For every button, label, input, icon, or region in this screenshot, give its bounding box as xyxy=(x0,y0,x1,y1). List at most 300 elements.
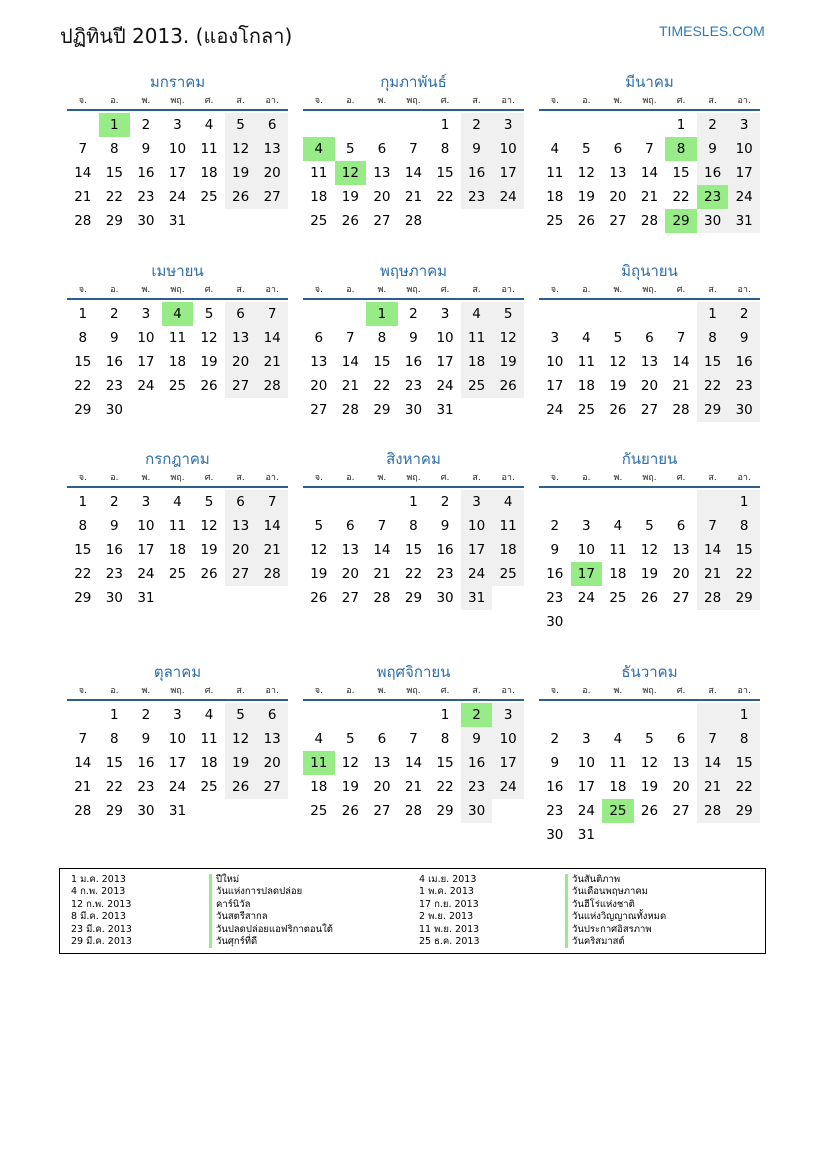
legend-holiday-name: วันประกาศอิสรภาพ xyxy=(565,924,666,936)
day-cell: 21 xyxy=(74,189,92,205)
empty-cell xyxy=(571,302,603,326)
day-cell: 25 xyxy=(200,189,218,205)
day-cell: 18 xyxy=(168,354,187,370)
day-cell: 10 xyxy=(137,330,155,346)
weekday-label: จ. xyxy=(78,96,87,106)
legend-names-right xyxy=(565,874,666,948)
empty-cell xyxy=(665,490,697,514)
weekday-label: พ. xyxy=(377,285,387,295)
weekday-label: ส. xyxy=(708,686,717,696)
day-cell: 23 xyxy=(436,566,454,582)
weekday-label: ส. xyxy=(472,686,481,696)
day-cell: 10 xyxy=(168,731,187,747)
empty-cell xyxy=(366,490,398,514)
weekday-header xyxy=(303,683,524,701)
weekday-label: อ. xyxy=(110,686,119,696)
holiday-day: 29 xyxy=(665,209,697,233)
day-cell: 18 xyxy=(310,779,328,795)
day-cell: 14 xyxy=(256,514,288,538)
day-cell: 13 xyxy=(310,354,328,370)
day-cell: 2 xyxy=(409,306,418,322)
brand-link[interactable]: TIMESLES.COM xyxy=(659,23,765,39)
month-block xyxy=(67,448,288,610)
day-cell: 1 xyxy=(676,117,686,133)
day-cell: 2 xyxy=(697,113,729,137)
month-block xyxy=(539,71,760,233)
day-cell: 10 xyxy=(492,137,524,161)
day-cell: 15 xyxy=(697,350,729,374)
month-name: พฤษภาคม xyxy=(379,262,448,280)
day-cell: 10 xyxy=(492,727,524,751)
holiday-day: 12 xyxy=(335,161,367,185)
day-cell: 29 xyxy=(728,586,760,610)
day-cell: 3 xyxy=(492,703,524,727)
day-cell: 22 xyxy=(373,378,391,394)
weekday-label: อา. xyxy=(737,686,751,696)
weekday-label: พฤ. xyxy=(406,96,421,106)
day-cell: 15 xyxy=(105,165,123,181)
weekday-label: ส. xyxy=(472,473,481,483)
day-cell: 27 xyxy=(341,590,359,606)
weekday-label: พ. xyxy=(377,686,387,696)
weekday-label: พฤ. xyxy=(170,96,185,106)
day-cell: 12 xyxy=(200,518,218,534)
day-cell: 22 xyxy=(697,374,729,398)
day-cell: 5 xyxy=(582,141,591,157)
day-cell: 2 xyxy=(461,113,493,137)
day-cell: 20 xyxy=(373,779,391,795)
day-cell: 16 xyxy=(546,566,564,582)
day-cell: 20 xyxy=(256,161,288,185)
day-cell: 14 xyxy=(697,538,729,562)
day-cell: 18 xyxy=(577,378,595,394)
month-name: เมษายน xyxy=(151,262,204,280)
day-cell: 25 xyxy=(200,779,218,795)
day-cell: 27 xyxy=(640,402,659,418)
empty-cell xyxy=(398,113,430,137)
day-cell: 8 xyxy=(78,330,88,346)
day-cell: 31 xyxy=(436,402,454,418)
day-cell: 30 xyxy=(436,590,454,606)
day-cell: 21 xyxy=(256,538,288,562)
weekday-label: อ. xyxy=(582,96,591,106)
day-cell: 5 xyxy=(645,731,654,747)
day-cell: 26 xyxy=(640,803,659,819)
day-cell: 20 xyxy=(225,538,257,562)
day-cell: 20 xyxy=(225,350,257,374)
day-cell: 7 xyxy=(377,518,387,534)
day-cell: 27 xyxy=(609,213,627,229)
day-cell: 21 xyxy=(672,378,690,394)
day-cell: 27 xyxy=(310,402,328,418)
month-block xyxy=(303,71,524,233)
day-cell: 4 xyxy=(492,490,524,514)
day-cell: 19 xyxy=(200,354,218,370)
weekday-label: จ. xyxy=(78,686,87,696)
day-cell: 20 xyxy=(256,751,288,775)
empty-cell xyxy=(634,490,666,514)
day-cell: 14 xyxy=(373,542,391,558)
day-cell: 7 xyxy=(256,490,288,514)
day-cell: 16 xyxy=(436,542,454,558)
day-cell: 20 xyxy=(310,378,328,394)
day-cell: 6 xyxy=(256,113,288,137)
holiday-day: 4 xyxy=(162,302,194,326)
day-cell: 16 xyxy=(137,165,155,181)
day-cell: 18 xyxy=(546,189,564,205)
weekday-label: อา. xyxy=(501,686,515,696)
day-cell: 19 xyxy=(225,161,257,185)
weekday-label: พ. xyxy=(141,473,151,483)
weekday-label: อ. xyxy=(110,96,119,106)
day-cell: 3 xyxy=(173,117,182,133)
day-cell: 11 xyxy=(546,165,564,181)
day-cell: 9 xyxy=(141,141,151,157)
weekday-label: ศ. xyxy=(204,285,214,295)
day-cell: 10 xyxy=(546,354,564,370)
day-cell: 27 xyxy=(225,374,257,398)
day-cell: 16 xyxy=(105,354,123,370)
day-cell: 16 xyxy=(546,779,564,795)
weekday-label: จ. xyxy=(314,473,323,483)
day-cell: 27 xyxy=(672,803,690,819)
legend-dates-right xyxy=(419,874,480,948)
day-cell: 7 xyxy=(346,330,355,346)
day-cell: 28 xyxy=(640,213,659,229)
day-cell: 11 xyxy=(609,542,627,558)
empty-cell xyxy=(697,703,729,727)
day-cell: 13 xyxy=(373,755,391,771)
weekday-header xyxy=(303,470,524,488)
day-cell: 6 xyxy=(377,731,387,747)
day-cell: 13 xyxy=(225,514,257,538)
day-cell: 9 xyxy=(728,326,760,350)
day-cell: 19 xyxy=(640,566,659,582)
day-cell: 2 xyxy=(110,306,119,322)
day-cell: 17 xyxy=(492,161,524,185)
day-cell: 27 xyxy=(256,775,288,799)
weekday-header xyxy=(303,93,524,111)
day-cell: 19 xyxy=(310,566,328,582)
empty-cell xyxy=(539,302,571,326)
day-cell: 26 xyxy=(341,213,359,229)
day-cell: 19 xyxy=(492,350,524,374)
day-cell: 8 xyxy=(409,518,418,534)
holiday-day: 23 xyxy=(697,185,729,209)
day-cell: 24 xyxy=(577,803,595,819)
day-cell: 28 xyxy=(341,402,359,418)
day-cell: 25 xyxy=(168,566,187,582)
day-cell: 11 xyxy=(168,518,187,534)
day-cell: 11 xyxy=(577,354,595,370)
day-cell: 9 xyxy=(110,330,119,346)
day-cell: 22 xyxy=(105,779,123,795)
weekday-label: พฤ. xyxy=(642,285,657,295)
day-cell: 12 xyxy=(609,354,627,370)
day-cell: 12 xyxy=(310,542,328,558)
day-cell: 28 xyxy=(672,402,690,418)
day-cell: 13 xyxy=(609,165,627,181)
day-cell: 17 xyxy=(436,354,454,370)
month-block xyxy=(539,661,760,847)
weekday-label: ศ. xyxy=(676,285,686,295)
day-cell: 8 xyxy=(728,514,760,538)
day-cell: 4 xyxy=(550,141,560,157)
day-cell: 8 xyxy=(110,141,119,157)
day-cell: 25 xyxy=(310,803,328,819)
day-cell: 26 xyxy=(200,566,218,582)
day-cell: 1 xyxy=(78,306,88,322)
legend-holiday-name: วันแห่งวิญญาณทั้งหมด xyxy=(565,911,666,923)
empty-cell xyxy=(697,490,729,514)
day-cell: 23 xyxy=(137,189,155,205)
day-cell: 16 xyxy=(404,354,423,370)
month-name: กุมภาพันธ์ xyxy=(380,73,447,91)
empty-cell xyxy=(335,302,367,326)
empty-cell xyxy=(539,490,571,514)
day-cell: 29 xyxy=(105,213,123,229)
day-cell: 15 xyxy=(404,542,423,558)
day-cell: 15 xyxy=(436,755,454,771)
empty-cell xyxy=(602,113,634,137)
day-cell: 24 xyxy=(577,590,595,606)
weekday-header xyxy=(539,683,760,701)
empty-cell xyxy=(602,703,634,727)
day-cell: 20 xyxy=(341,566,359,582)
legend-holiday-date: 4 เม.ย. 2013 xyxy=(419,874,477,885)
day-cell: 14 xyxy=(672,354,690,370)
day-cell: 24 xyxy=(461,562,493,586)
day-cell: 29 xyxy=(74,402,92,418)
day-cell: 7 xyxy=(78,731,88,747)
weekday-header xyxy=(67,93,288,111)
month-name: กันยายน xyxy=(621,450,678,468)
day-cell: 17 xyxy=(728,161,760,185)
month-name: สิงหาคม xyxy=(386,450,441,468)
day-cell: 5 xyxy=(225,703,257,727)
weekday-header xyxy=(539,282,760,300)
weekday-label: อ. xyxy=(346,96,355,106)
day-cell: 25 xyxy=(546,213,564,229)
day-cell: 14 xyxy=(640,165,659,181)
day-cell: 14 xyxy=(74,755,92,771)
day-cell: 7 xyxy=(409,731,418,747)
day-cell: 24 xyxy=(168,189,187,205)
day-cell: 24 xyxy=(728,185,760,209)
day-cell: 5 xyxy=(204,306,214,322)
empty-cell xyxy=(335,113,367,137)
weekday-label: อ. xyxy=(582,285,591,295)
day-cell: 10 xyxy=(728,137,760,161)
empty-cell xyxy=(398,703,430,727)
empty-cell xyxy=(571,490,603,514)
day-cell: 5 xyxy=(645,518,654,534)
day-cell: 30 xyxy=(105,402,123,418)
day-cell: 4 xyxy=(582,330,591,346)
day-cell: 1 xyxy=(697,302,729,326)
weekday-label: จ. xyxy=(314,285,323,295)
weekday-label: อ. xyxy=(110,285,119,295)
day-cell: 16 xyxy=(697,161,729,185)
weekday-label: พ. xyxy=(613,473,623,483)
legend-names-left xyxy=(209,874,333,948)
day-cell: 9 xyxy=(440,518,450,534)
weekday-label: พ. xyxy=(141,285,151,295)
day-cell: 10 xyxy=(436,330,454,346)
empty-cell xyxy=(67,703,99,727)
weekday-label: พฤ. xyxy=(170,473,185,483)
day-cell: 25 xyxy=(461,374,493,398)
weekday-label: อ. xyxy=(346,686,355,696)
day-cell: 15 xyxy=(728,751,760,775)
day-cell: 29 xyxy=(404,590,423,606)
day-cell: 9 xyxy=(141,731,151,747)
day-cell: 18 xyxy=(200,165,218,181)
day-cell: 20 xyxy=(640,378,659,394)
day-cell: 17 xyxy=(137,354,155,370)
legend-holiday-name: วันคริสมาสต์ xyxy=(565,936,666,948)
day-cell: 4 xyxy=(314,731,324,747)
day-cell: 9 xyxy=(409,330,418,346)
page-title: ปฏิทินปี 2013. (แองโกลา) xyxy=(60,24,293,48)
day-cell: 11 xyxy=(609,755,627,771)
weekday-label: พ. xyxy=(613,686,623,696)
day-cell: 30 xyxy=(404,402,423,418)
day-cell: 12 xyxy=(225,137,257,161)
day-cell: 19 xyxy=(609,378,627,394)
weekday-label: ศ. xyxy=(204,473,214,483)
day-cell: 26 xyxy=(341,803,359,819)
day-cell: 6 xyxy=(645,330,654,346)
weekday-header xyxy=(539,470,760,488)
holiday-day: 2 xyxy=(461,703,493,727)
day-grid xyxy=(539,490,760,634)
day-cell: 12 xyxy=(577,165,595,181)
day-cell: 2 xyxy=(550,518,560,534)
day-cell: 31 xyxy=(728,209,760,233)
weekday-label: พฤ. xyxy=(642,96,657,106)
day-cell: 17 xyxy=(168,165,187,181)
day-cell: 9 xyxy=(461,727,493,751)
day-cell: 13 xyxy=(256,137,288,161)
day-cell: 1 xyxy=(440,707,450,723)
day-cell: 28 xyxy=(404,803,423,819)
weekday-label: อา. xyxy=(501,96,515,106)
day-cell: 2 xyxy=(141,707,151,723)
empty-cell xyxy=(634,703,666,727)
weekday-label: พ. xyxy=(613,96,623,106)
day-cell: 20 xyxy=(672,779,690,795)
day-cell: 8 xyxy=(110,731,119,747)
day-cell: 24 xyxy=(137,566,155,582)
weekday-label: ศ. xyxy=(440,285,450,295)
day-cell: 26 xyxy=(310,590,328,606)
legend-holiday-name: วันศุกร์ที่ดี xyxy=(209,936,333,948)
weekday-label: อ. xyxy=(582,686,591,696)
day-cell: 17 xyxy=(577,779,595,795)
day-cell: 10 xyxy=(577,542,595,558)
day-cell: 22 xyxy=(74,566,92,582)
month-block xyxy=(67,71,288,233)
day-cell: 23 xyxy=(105,566,123,582)
day-cell: 7 xyxy=(697,727,729,751)
day-cell: 15 xyxy=(74,542,92,558)
day-grid xyxy=(303,703,524,823)
day-cell: 3 xyxy=(550,330,560,346)
day-cell: 14 xyxy=(256,326,288,350)
day-cell: 5 xyxy=(613,330,623,346)
empty-cell xyxy=(602,490,634,514)
day-cell: 23 xyxy=(461,185,493,209)
weekday-label: ศ. xyxy=(440,473,450,483)
day-cell: 18 xyxy=(492,538,524,562)
day-cell: 28 xyxy=(697,586,729,610)
day-cell: 29 xyxy=(105,803,123,819)
day-cell: 22 xyxy=(672,189,690,205)
weekday-header xyxy=(67,470,288,488)
weekday-label: อา. xyxy=(501,285,515,295)
day-cell: 2 xyxy=(141,117,151,133)
empty-cell xyxy=(665,302,697,326)
day-cell: 8 xyxy=(728,727,760,751)
day-cell: 23 xyxy=(728,374,760,398)
empty-cell xyxy=(602,302,634,326)
day-cell: 23 xyxy=(137,779,155,795)
day-cell: 3 xyxy=(141,494,151,510)
weekday-label: จ. xyxy=(78,473,87,483)
weekday-label: อา. xyxy=(265,473,279,483)
weekday-label: พฤ. xyxy=(406,285,421,295)
day-cell: 19 xyxy=(577,189,595,205)
empty-cell xyxy=(303,302,335,326)
legend-holiday-name: วันแห่งการปลดปล่อย xyxy=(209,886,333,898)
weekday-label: พ. xyxy=(141,686,151,696)
day-cell: 26 xyxy=(200,378,218,394)
day-cell: 26 xyxy=(640,590,659,606)
day-cell: 10 xyxy=(577,755,595,771)
day-cell: 1 xyxy=(728,490,760,514)
day-cell: 19 xyxy=(225,751,257,775)
weekday-label: ศ. xyxy=(204,96,214,106)
legend-holiday-date: 23 มี.ค. 2013 xyxy=(71,923,132,935)
day-cell: 16 xyxy=(137,755,155,771)
day-cell: 22 xyxy=(436,189,454,205)
day-cell: 13 xyxy=(640,354,659,370)
day-cell: 6 xyxy=(225,490,257,514)
day-cell: 31 xyxy=(137,590,155,606)
weekday-label: ศ. xyxy=(676,96,686,106)
day-cell: 21 xyxy=(373,566,391,582)
day-grid xyxy=(539,302,760,422)
weekday-label: ศ. xyxy=(440,96,450,106)
day-cell: 29 xyxy=(436,803,454,819)
day-cell: 17 xyxy=(546,378,564,394)
weekday-label: อา. xyxy=(265,285,279,295)
day-grid xyxy=(539,113,760,233)
legend-holiday-date: 17 ก.ย. 2013 xyxy=(419,898,479,910)
weekday-label: อ. xyxy=(582,473,591,483)
day-cell: 28 xyxy=(256,562,288,586)
month-block xyxy=(303,448,524,610)
day-cell: 3 xyxy=(461,490,493,514)
day-cell: 11 xyxy=(200,141,218,157)
weekday-label: จ. xyxy=(314,686,323,696)
day-cell: 15 xyxy=(436,165,454,181)
legend-holiday-name: วันเดือนพฤษภาคม xyxy=(565,886,666,898)
day-cell: 12 xyxy=(341,755,359,771)
legend-holiday-date: 1 ม.ค. 2013 xyxy=(71,874,126,885)
day-cell: 2 xyxy=(550,731,560,747)
